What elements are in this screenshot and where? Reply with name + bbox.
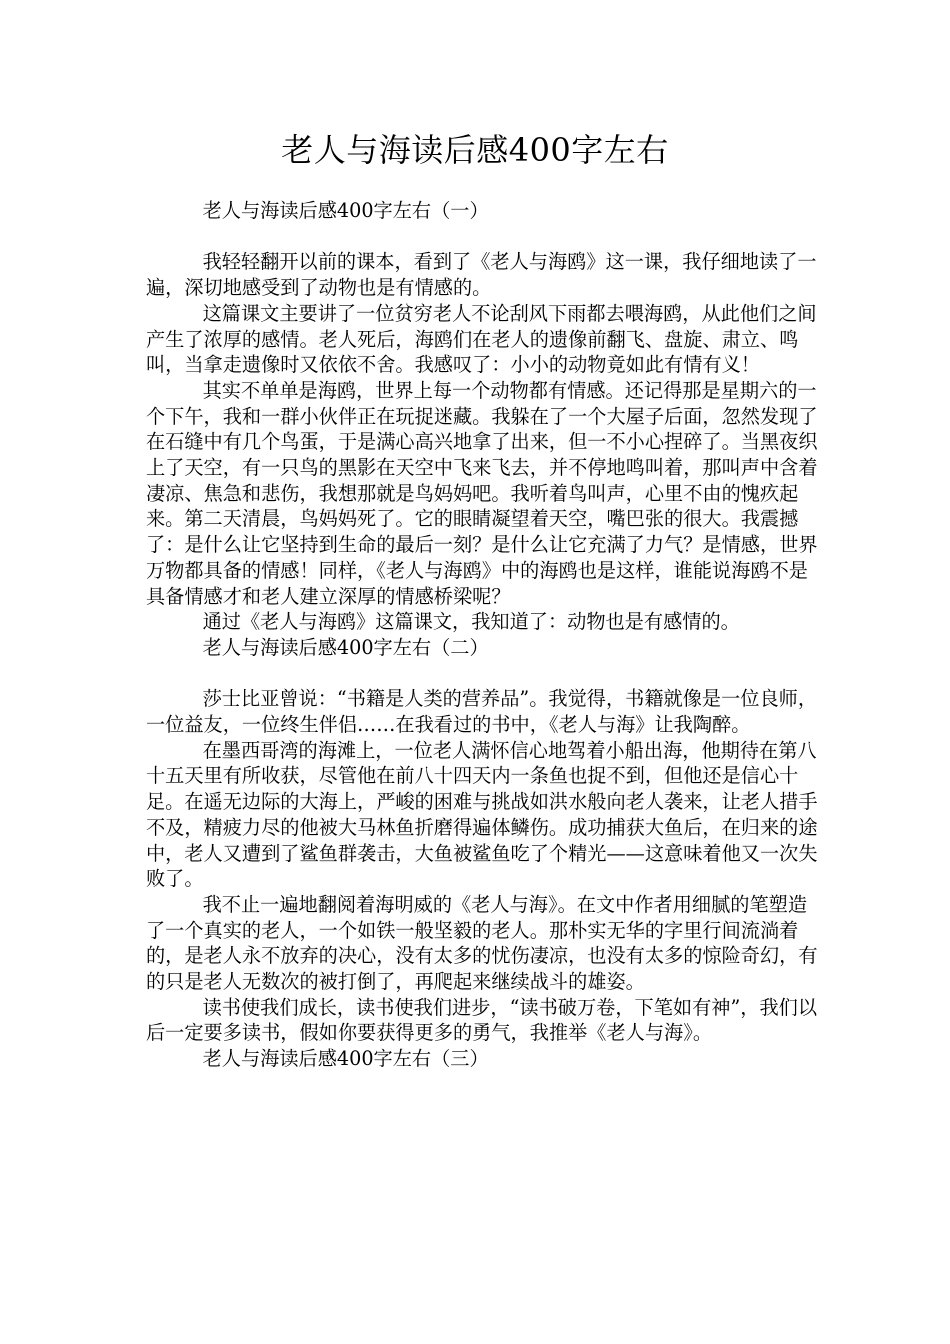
page-title: 老人与海读后感400字左右 (281, 131, 669, 169)
section-heading-2: 老人与海读后感400字左右（二） (202, 635, 489, 659)
section-heading-3: 老人与海读后感400字左右（三） (202, 1047, 489, 1071)
paragraph: 读书使我们成长，读书使我们进步，“读书破万卷，下笔如有神”，我们以后一定要多读书，假如你要获得更多的勇气，我推举《老人与海》。 (146, 995, 818, 1045)
section-heading-1: 老人与海读后感400字左右（一） (202, 199, 489, 222)
paragraph: 莎士比亚曾说：“书籍是人类的营养品”。我觉得，书籍就像是一位良师，一位益友，一位终生伴侣……在我看过的书中，《老人与海》让我陶醉。 (146, 687, 818, 737)
paragraph: 其实不单单是海鸥，世界上每一个动物都有情感。还记得那是星期六的一个下午，我和一群小伙伴正在玩捉迷藏。我躲在了一个大屋子后面，忽然发现了在石缝中有几个鸟蛋，于是满心高兴地拿了出来，但一不小心捏碎了。当黑夜织上了天空，有一只鸟的黑影在天空中飞来飞去，并不停地鸣叫着，那叫声中含着凄凉、焦急和悲伤，我想那就是鸟妈妈吧。我听着鸟叫声，心里不由的愧疚起来。第二天清晨，鸟妈妈死了。它的眼睛凝望着天空，嘴巴张的很大。我震撼了：是什么让它坚持到生命的最后一刻？是什么让它充满了力气？是情感，世界万物都具备的情感！同样，《老人与海鸥》中的海鸥也是这样，谁能说海鸥不是具备情感才和老人建立深厚的情感桥梁呢？ (146, 378, 818, 608)
document-body (146, 198, 826, 1072)
paragraph: 我不止一遍地翻阅着海明威的《老人与海》。在文中作者用细腻的笔塑造了一个真实的老人，一个如铁一般坚毅的老人。那朴实无华的字里行间流淌着的，是老人永不放弃的决心，没有太多的忧伤凄凉，也没有太多的惊险奇幻，有的只是老人无数次的被打倒了，再爬起来继续战斗的雄姿。 (146, 892, 818, 994)
paragraph: 我轻轻翻开以前的课本，看到了《老人与海鸥》这一课，我仔细地读了一遍，深切地感受到了动物也是有情感的。 (146, 250, 817, 300)
blank-line (146, 224, 826, 250)
paragraph: 在墨西哥湾的海滩上，一位老人满怀信心地驾着小船出海，他期待在第八十五天里有所收获，尽管他在前八十四天内一条鱼也捉不到，但他还是信心十足。在遥无边际的大海上，严峻的困难与挑战如洪水般向老人袭来，让老人措手不及，精疲力尽的他被大马林鱼折磨得遍体鳞伤。成功捕获大鱼后，在归来的途中，老人又遭到了鲨鱼群袭击，大鱼被鲨鱼吃了个精光——这意味着他又一次失败了。 (146, 738, 818, 891)
paragraph: 通过《老人与海鸥》这篇课文，我知道了：动物也是有感情的。 (202, 610, 740, 634)
blank-line (146, 661, 826, 687)
paragraph: 这篇课文主要讲了一位贫穷老人不论刮风下雨都去喂海鸥，从此他们之间产生了浓厚的感情。老人死后，海鸥们在老人的遗像前翻飞、盘旋、肃立、鸣叫，当拿走遗像时又依依不舍。我感叹了：小小的动物竟如此有情有义！ (146, 301, 817, 377)
